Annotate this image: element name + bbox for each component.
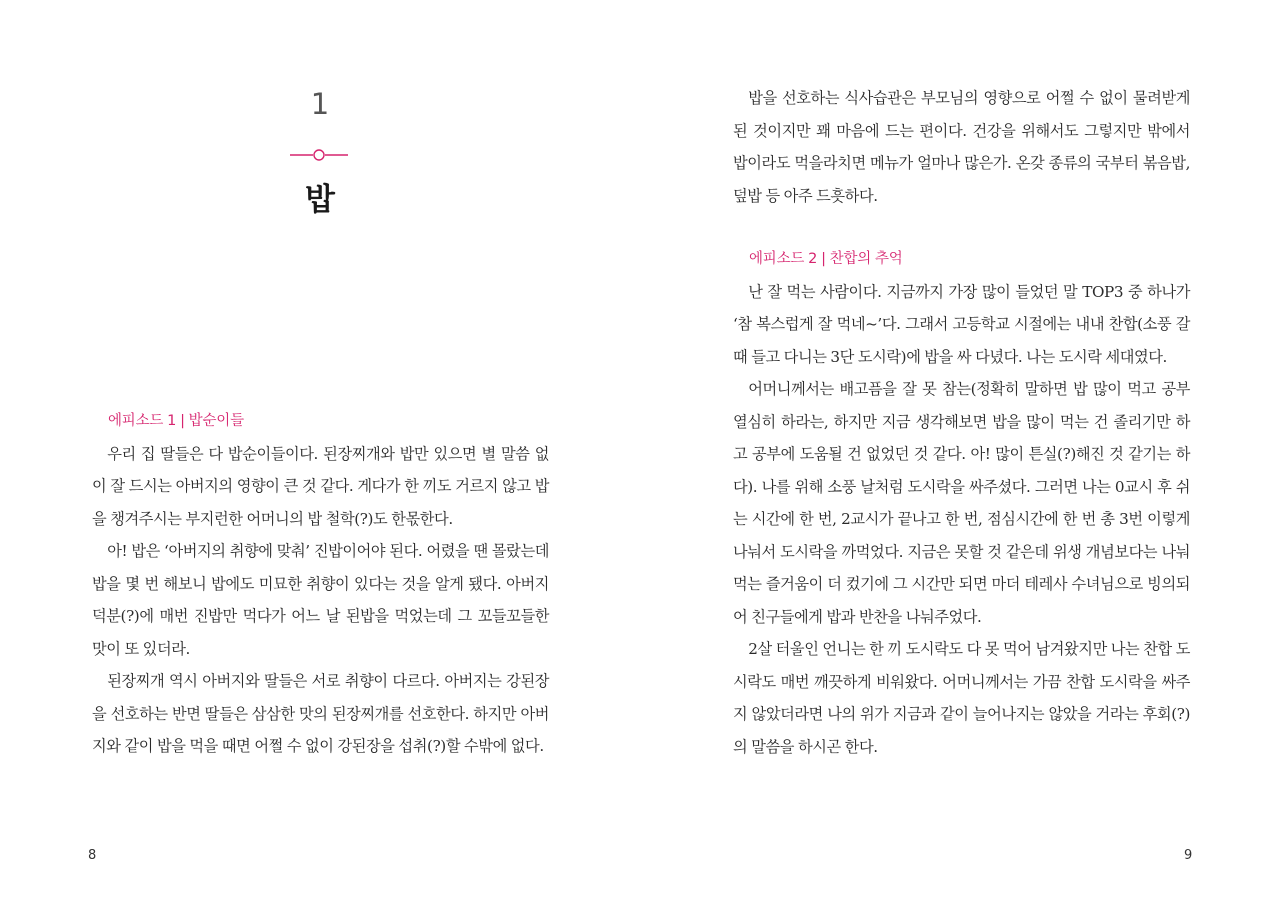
body-paragraph: 우리 집 딸들은 다 밥순이들이다. 된장찌개와 밥만 있으면 별 말씀 없이 잘 드시는 아버지의 영향이 큰 것 같다. 게다가 한 끼도 거르지 않고 밥을 챙겨주시는 부지런한 어머니의 밥 철학(?)도 한몫한다. bbox=[92, 444, 549, 528]
episode-2-heading: 에피소드 2 | 찬합의 추억 bbox=[749, 251, 903, 267]
episode-1-heading: 에피소드 1 | 밥순이들 bbox=[108, 413, 244, 429]
body-paragraph: 된장찌개 역시 아버지와 딸들은 서로 취향이 다르다. 아버지는 강된장을 선호하는 반면 딸들은 삼삼한 맛의 된장찌개를 선호한다. 하지만 아버지와 같이 밥을 먹을 때면 어쩔 수 없이 강된장을 섭취(?)할 수밖에 없다. bbox=[92, 672, 549, 755]
chapter-ornament-icon bbox=[290, 146, 350, 164]
continuation-section bbox=[733, 82, 1190, 212]
episode-1-section bbox=[92, 405, 549, 763]
body-paragraph: 난 잘 먹는 사람이다. 지금까지 가장 많이 들었던 말 TOP3 중 하나가 ‘참 복스럽게 잘 먹네~’다. 그래서 고등학교 시절에는 내내 찬합(소풍 갈 때 들고 다니는 3단 도시락)에 밥을 싸 다녔다. 나는 도시락 세대였다. bbox=[733, 282, 1190, 366]
body-paragraph: 2살 터울인 언니는 한 끼 도시락도 다 못 먹어 남겨왔지만 나는 찬합 도시락도 매번 깨끗하게 비워왔다. 어머니께서는 가끔 찬합 도시락을 싸주지 않았더라면 나의 위가 지금과 같이 늘어나지는 않았을 거라는 후회(?)의 말씀을 하시곤 한다. bbox=[733, 640, 1190, 756]
body-paragraph: 아! 밥은 ‘아버지의 취향에 맞춰’ 진밥이어야 된다. 어렸을 땐 몰랐는데 밥을 몇 번 해보니 밥에도 미묘한 취향이 있다는 것을 알게 됐다. 아버지 덕분(?)에 매번 진밥만 먹다가 어느 날 된밥을 먹었는데 그 꼬들꼬들한 맛이 또 있더라. bbox=[92, 542, 549, 658]
body-paragraph: 밥을 선호하는 식사습관은 부모님의 영향으로 어쩔 수 없이 물려받게 된 것이지만 꽤 마음에 드는 편이다. 건강을 위해서도 그렇지만 밖에서 밥이라도 먹을라치면 메뉴가 얼마나 많은가. 온갖 종류의 국부터 볶음밥, 덮밥 등 아주 드흣하다. bbox=[733, 89, 1190, 205]
episode-2-section bbox=[733, 243, 1190, 763]
page-number-left: 8 bbox=[88, 848, 97, 863]
body-paragraph: 어머니께서는 배고픔을 잘 못 참는(정확히 말하면 밥 많이 먹고 공부 열심히 하라는, 하지만 지금 생각해보면 밥을 많이 먹는 건 졸리기만 하고 공부에 도움될 건 없었던 것 같다. 아! 많이 튼실(?)해진 것 같기는 하다). 나를 위해 소풍 날처럼 도시락을 싸주셨다. 그러면 나는 0교시 후 쉬는 시간에 한 번, 2교시가 끝나고 한 번, 점심시간에 한 번 총 3번 이렇게 나눠서 도시락을 까먹었다. 지금은 못할 것 같은데 위생 개념보다는 나눠 먹는 즐거움이 더 컸기에 그 시간만 되면 마더 테레사 수녀님으로 빙의되어 친구들에게 밥과 반찬을 나눠주었다. bbox=[733, 380, 1190, 626]
page-number-right: 9 bbox=[1184, 848, 1193, 863]
chapter-title: 밥 bbox=[305, 182, 335, 218]
chapter-number: 1 bbox=[310, 87, 330, 121]
